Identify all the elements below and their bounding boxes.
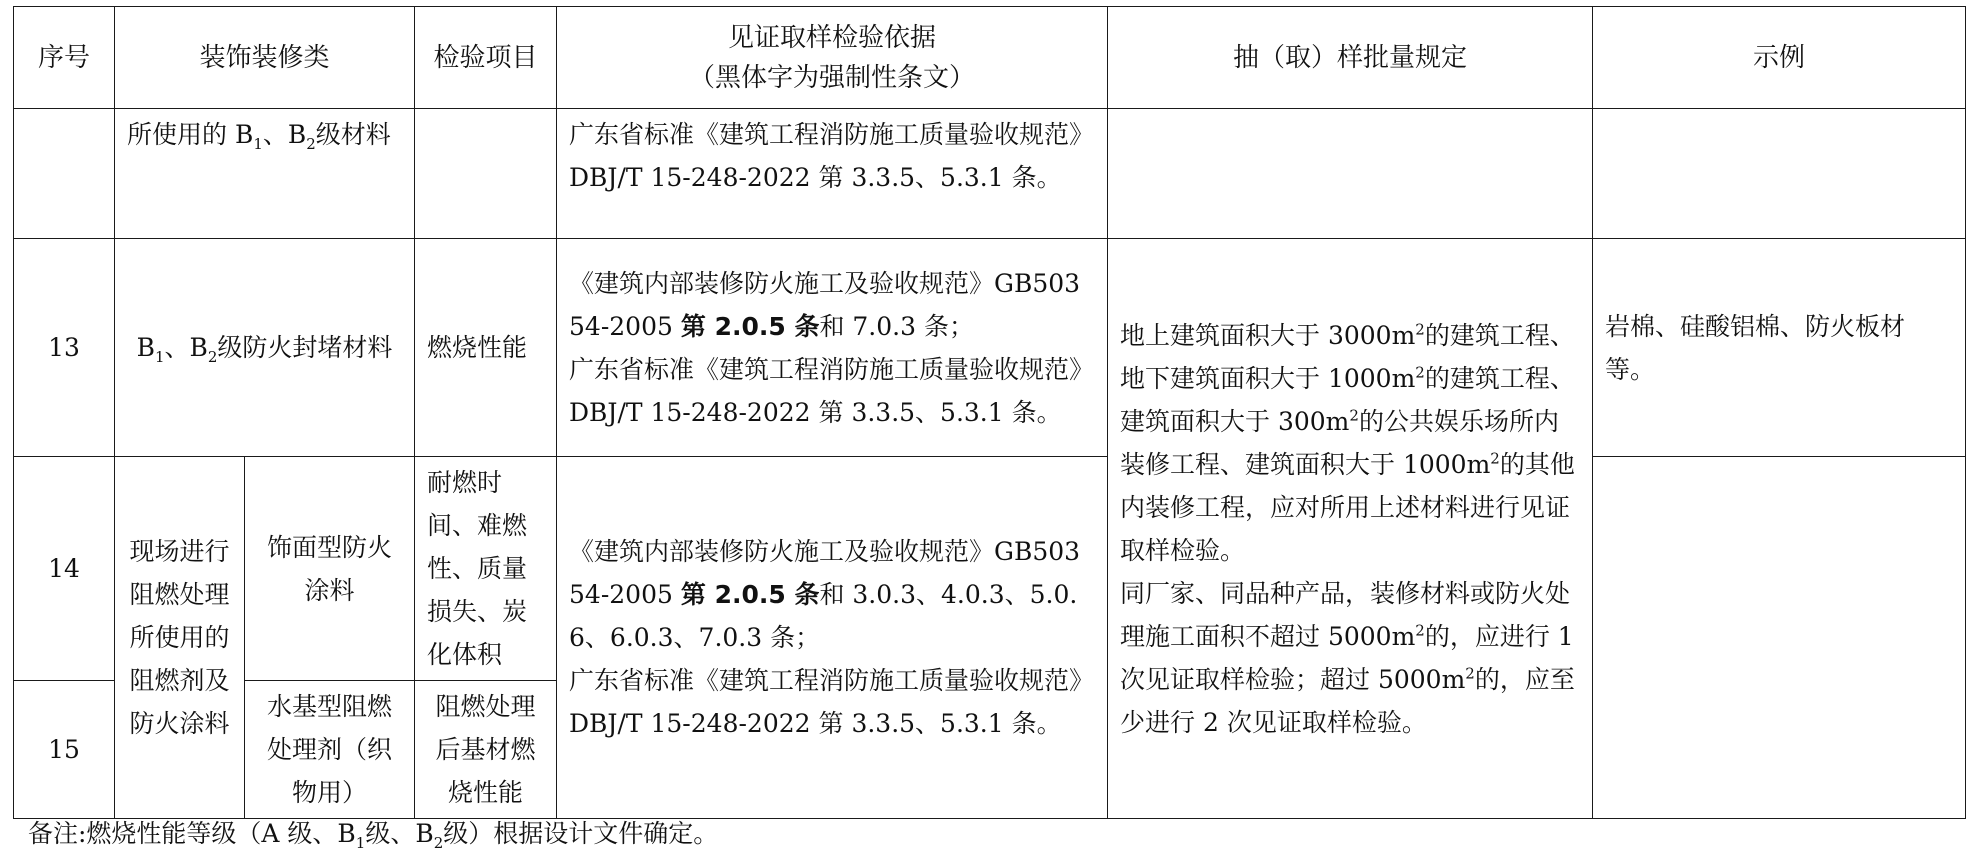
header-row <box>14 7 1966 109</box>
cell-category: 所使用的 $B_1$、$B_2$级材料 <box>115 109 415 239</box>
cell-basis: 《建筑内部装修防火施工及验收规范》GB50354-2005 第 2.0.5 条和 7.0.3 条； 广东省标准《建筑工程消防施工质量验收规范》DBJ/T 15-248-2022 第 3.3.5、5.3.1 条。 <box>557 239 1108 457</box>
cell-subcategory: 饰面型防火涂料 <box>245 457 415 681</box>
header-basis-line1: 见证取样检验依据 <box>728 22 937 53</box>
cell-item-empty <box>415 109 557 239</box>
footnote: 备注:燃烧性能等级（A 级、$B_1$级、$B_2$级）根据设计文件确定。 <box>28 819 719 852</box>
table-row-14 <box>14 457 1966 681</box>
cell-item: 耐燃时间、难燃性、质量损失、炭化体积 <box>415 457 557 681</box>
header-batch: 抽（取）样批量规定 <box>1108 7 1593 109</box>
cell-basis: 广东省标准《建筑工程消防施工质量验收规范》DBJ/T 15-248-2022 第 3.3.5、5.3.1 条。 <box>557 109 1108 239</box>
cell-subcategory: 水基型阻燃处理剂（织物用） <box>245 681 415 819</box>
cell-example-empty <box>1593 457 1966 819</box>
header-basis <box>557 7 1108 109</box>
cell-item: 燃烧性能 <box>415 239 557 457</box>
header-example: 示例 <box>1593 7 1966 109</box>
cell-basis: 《建筑内部装修防火施工及验收规范》GB50354-2005 第 2.0.5 条和 3.0.3、4.0.3、5.0.6、6.0.3、7.0.3 条； 广东省标准《建筑工程消防施工质量验收规范》DBJ/T 15-248-2022 第 3.3.5、5.3.1 条。 <box>557 457 1108 819</box>
cell-batch: 地上建筑面积大于 $3000m^2$的建筑工程、地下建筑面积大于 $1000m^2$的建筑工程、建筑面积大于 $300m^2$的公共娱乐场所内装修工程、建筑面积大于 $1000m^2$的其他内装修工程，应对所用上述材料进行见证取样检验。 同厂家、同品种产品，装修材料或防火处理施工面积不超过 $5000m^2$的，应进行 1 次见证取样检验；超过 $5000m^2$的，应至少进行 2 次见证取样检验。 <box>1108 239 1593 819</box>
table-row-13 <box>14 239 1966 457</box>
cell-no: 13 <box>14 239 115 457</box>
cell-category: $B_1$、$B_2$级防火封堵材料 <box>115 239 415 457</box>
cell-batch-empty <box>1108 109 1593 239</box>
table-row-continued <box>14 109 1966 239</box>
cell-example-empty <box>1593 109 1966 239</box>
header-no: 序号 <box>14 7 115 109</box>
cell-item: 阻燃处理后基材燃烧性能 <box>415 681 557 819</box>
cell-no-empty <box>14 109 115 239</box>
cell-no: 15 <box>14 681 115 819</box>
header-basis-line2: （黑体字为强制性条文） <box>689 62 976 93</box>
header-category: 装饰装修类 <box>115 7 415 109</box>
cell-group: 现场进行阻燃处理所使用的阻燃剂及防火涂料 <box>115 457 245 819</box>
header-item: 检验项目 <box>415 7 557 109</box>
cell-example: 岩棉、硅酸铝棉、防火板材等。 <box>1593 239 1966 457</box>
inspection-table <box>13 6 1966 819</box>
cell-no: 14 <box>14 457 115 681</box>
